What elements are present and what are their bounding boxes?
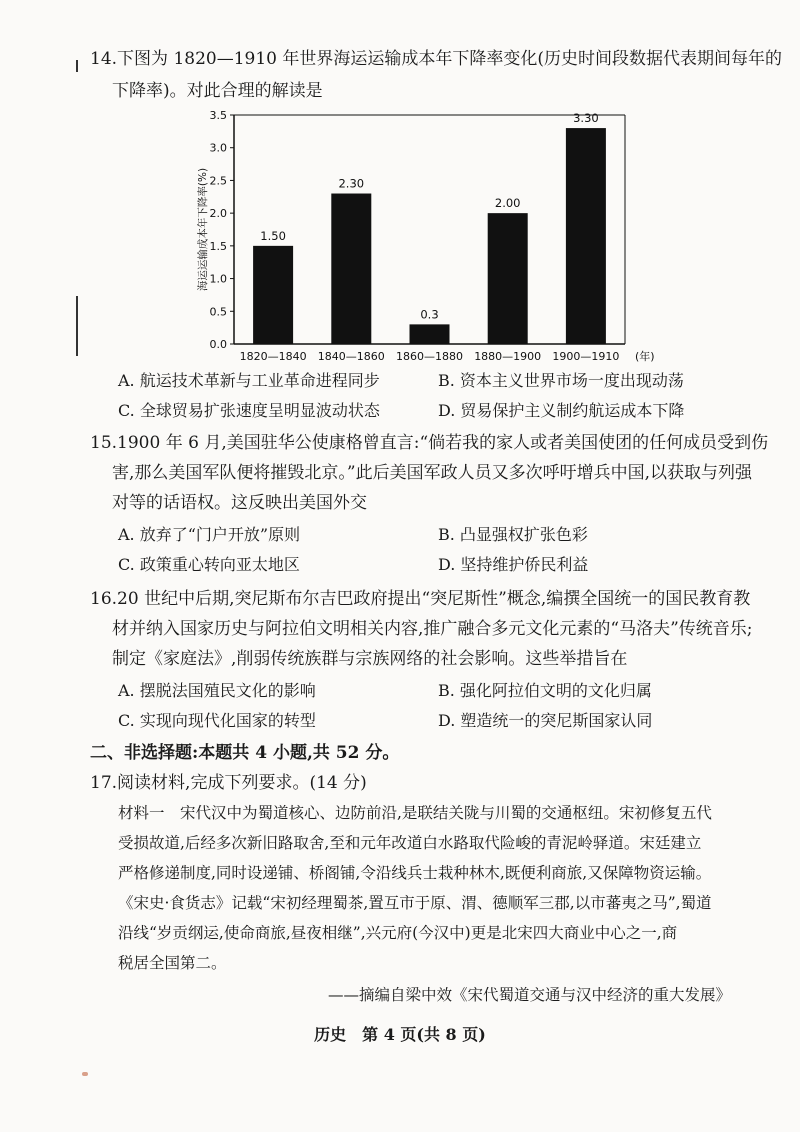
x-category-label: 1820—1840 [239, 350, 307, 363]
q15-option-a: A. 放弃了“门户开放”原则 [118, 525, 301, 544]
q16-line3: 制定《家庭法》,削弱传统族群与宗族网络的社会影响。这些举措旨在 [112, 649, 628, 669]
x-category-label: 1860—1880 [396, 350, 463, 363]
q17-stem: 17.阅读材料,完成下列要求。(14 分) [90, 773, 367, 793]
section-heading: 二、非选择题:本题共 4 小题,共 52 分。 [90, 743, 400, 763]
q16-option-d: D. 塑造统一的突尼斯国家认同 [438, 711, 653, 730]
q17-material-line: 材料一 宋代汉中为蜀道核心、边防前沿,是联结关陇与川蜀的交通枢纽。宋初修复五代 [118, 804, 712, 822]
x-category-label: 1900—1910 [552, 350, 620, 363]
y-tick-label: 2.5 [209, 174, 227, 188]
bar-1880—1900 [488, 213, 528, 344]
y-tick-label: 3.0 [209, 141, 227, 155]
q17-material-line: 税居全国第二。 [118, 954, 227, 972]
bar-value-label: 2.30 [338, 176, 365, 191]
q15-option-b: B. 凸显强权扩张色彩 [438, 525, 588, 544]
q16-option-a: A. 摆脱法国殖民文化的影响 [118, 681, 316, 700]
q14-option-a: A. 航运技术革新与工业革命进程同步 [118, 371, 380, 390]
q15-line2: 害,那么美国军队便将摧毁北京。”此后美国军政人员又多次呼吁增兵中国,以获取与列强 [112, 463, 752, 483]
scan-speck [82, 1072, 88, 1076]
q14-option-b: B. 资本主义世界市场一度出现动荡 [438, 371, 684, 390]
bar-value-label: 1.50 [260, 228, 286, 243]
q16-option-b: B. 强化阿拉伯文明的文化归属 [438, 681, 652, 700]
q15-line3: 对等的话语权。这反映出美国外交 [112, 493, 367, 513]
q17-material-line: 受损故道,后经多次新旧路取舍,至和元年改道白水路取代险峻的青泥岭驿道。宋廷建立 [118, 834, 702, 852]
y-tick-label: 2.0 [209, 207, 227, 221]
y-tick-label: 0.5 [209, 305, 227, 319]
q14-stem-line2: 下降率)。对此合理的解读是 [112, 81, 323, 101]
q17-material-line: 严格修递制度,同时设递铺、桥阁铺,令沿线兵士栽种林木,既便利商旅,又保障物资运输。 [118, 864, 712, 882]
y-tick-label: 0.0 [209, 338, 227, 351]
y-axis-title: 海运运输成本年下降率(%) [197, 167, 209, 292]
bar-1860—1880 [410, 324, 450, 344]
binding-margin-mark [76, 296, 78, 356]
q15-option-d: D. 坚持维护侨民利益 [438, 555, 589, 574]
q14-option-d: D. 贸易保护主义制约航运成本下降 [438, 401, 685, 420]
bar-1840—1860 [331, 194, 371, 344]
bar-value-label: 0.3 [420, 307, 439, 322]
q15-option-c: C. 政策重心转向亚太地区 [118, 555, 300, 574]
q14-stem-line1: 14.下图为 1820—1910 年世界海运运输成本年下降率变化(历史时间段数据代表期间每年的 [90, 49, 783, 69]
bar-value-label: 2.00 [494, 196, 521, 211]
q17-material-line: 沿线“岁贡纲运,使命商旅,昼夜相继”,兴元府(今汉中)更是北宋四大商业中心之一,商 [118, 924, 678, 942]
x-axis-unit: (年) [635, 350, 655, 363]
page-footer: 历史 第 4 页(共 8 页) [314, 1025, 486, 1044]
x-category-label: 1880—1900 [474, 350, 542, 363]
y-tick-label: 1.0 [209, 272, 227, 286]
q15-line1: 15.1900 年 6 月,美国驻华公使康格曾直言:“倘若我的家人或者美国使团的任何成员受到伤 [90, 433, 769, 453]
q16-line2: 材并纳入国家历史与阿拉伯文明相关内容,推广融合多元文化元素的“马洛夫”传统音乐; [112, 619, 753, 639]
x-category-label: 1840—1860 [317, 350, 385, 363]
y-tick-label: 3.5 [209, 109, 227, 122]
binding-margin-mark [76, 60, 78, 72]
bar-value-label: 3.30 [573, 111, 599, 126]
q17-source: ——摘编自梁中效《宋代蜀道交通与汉中经济的重大发展》 [328, 986, 732, 1004]
q17-material-line: 《宋史·食货志》记载“宋初经理蜀茶,置互市于原、渭、德顺军三郡,以市蕃夷之马”,蜀道 [118, 894, 712, 912]
bar-1900—1910 [566, 128, 606, 344]
y-tick-label: 1.5 [209, 239, 227, 253]
q14-option-c: C. 全球贸易扩张速度呈明显波动状态 [118, 401, 380, 420]
q16-line1: 16.20 世纪中后期,突尼斯布尔吉巴政府提出“突尼斯性”概念,编撰全国统一的国民教育教 [90, 589, 751, 609]
q16-option-c: C. 实现向现代化国家的转型 [118, 711, 316, 730]
bar-1820—1840 [253, 246, 293, 344]
